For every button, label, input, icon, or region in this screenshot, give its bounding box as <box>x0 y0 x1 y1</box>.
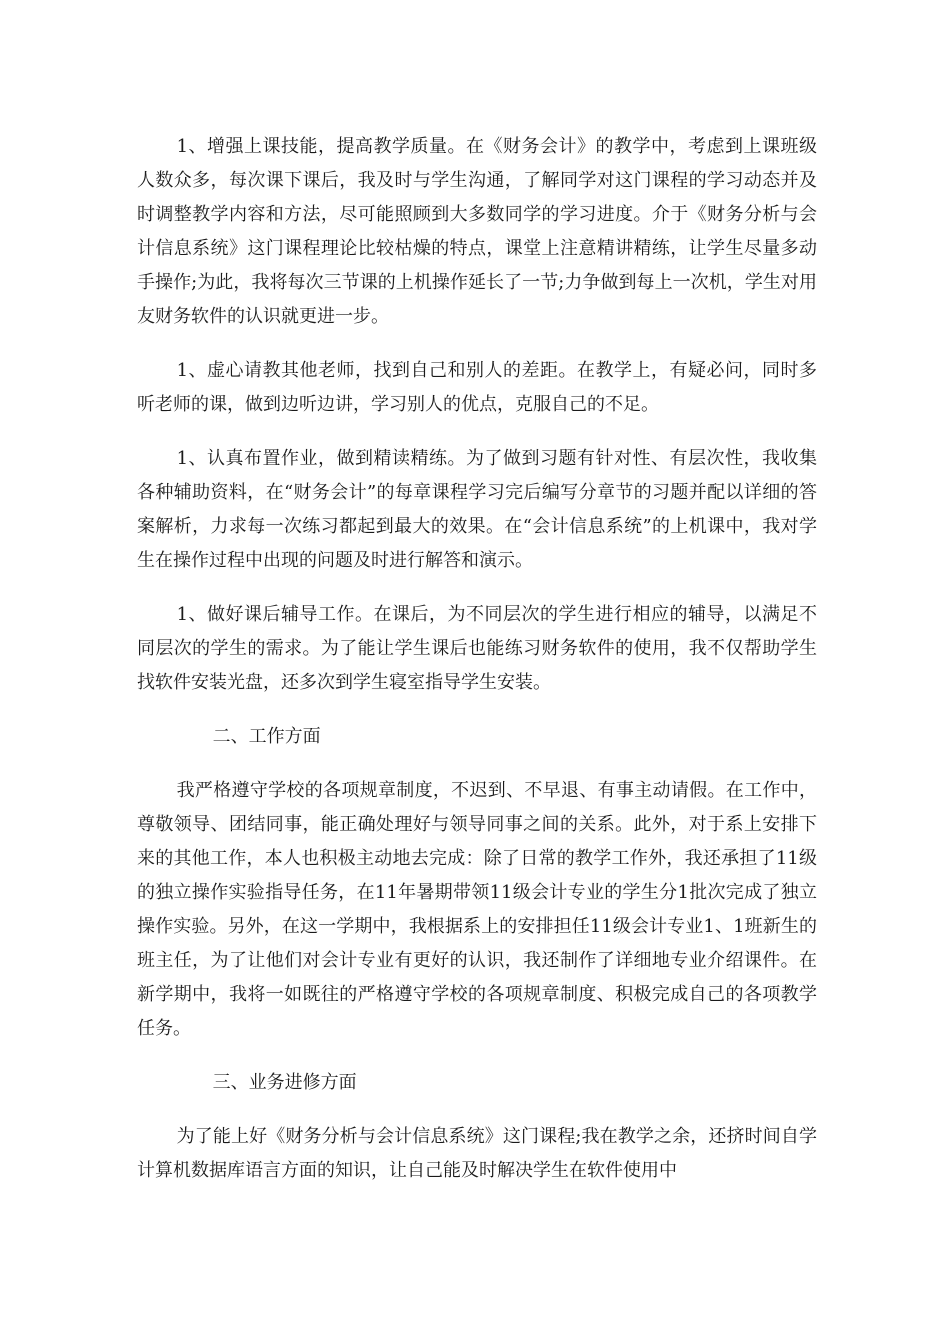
paragraph-professional-development: 为了能上好《财务分析与会计信息系统》这门课程;我在教学之余，还挤时间自学计算机数据库语言方面的知识，让自己能及时解决学生在软件使用中 <box>137 1126 817 1181</box>
paragraph-consult-teachers: 1、虚心请教其他老师，找到自己和别人的差距。在教学上，有疑必问，同时多听老师的课，做到边听边讲，学习别人的优点，克服自己的不足。 <box>137 360 817 415</box>
section-heading-professional-development: 三、业务进修方面 <box>212 1072 357 1093</box>
section-heading-work: 二、工作方面 <box>212 726 321 747</box>
paragraph-homework: 1、认真布置作业，做到精读精练。为了做到习题有针对性、有层次性，我收集各种辅助资料，在“财务会计”的每章课程学习完后编写分章节的习题并配以详细的答案解析，力求每一次练习都起到最大的效果。在“会计信息系统”的上机课中，我对学生在操作过程中出现的问题及时进行解答和演示。 <box>137 448 817 571</box>
paragraph-work: 我严格遵守学校的各项规章制度，不迟到、不早退、有事主动请假。在工作中，尊敬领导、团结同事，能正确处理好与领导同事之间的关系。此外，对于系上安排下来的其他工作，本人也积极主动地去完成：除了日常的教学工作外，我还承担了11级的独立操作实验指导任务，在11年暑期带领11级会计专业的学生分1批次完成了独立操作实验。另外，在这一学期中，我根据系上的安排担任11级会计专业1、1班新生的班主任，为了让他们对会计专业有更好的认识，我还制作了详细地专业介绍课件。在新学期中，我将一如既往的严格遵守学校的各项规章制度、积极完成自己的各项教学任务。 <box>137 780 817 1039</box>
document-body <box>137 130 817 1208</box>
paragraph-tutoring: 1、做好课后辅导工作。在课后，为不同层次的学生进行相应的辅导，以满足不同层次的学生的需求。为了能让学生课后也能练习财务软件的使用，我不仅帮助学生找软件安装光盘，还多次到学生寝室指导学生安装。 <box>137 604 817 693</box>
paragraph-teaching-skills: 1、增强上课技能，提高教学质量。在《财务会计》的教学中，考虑到上课班级人数众多，每次课下课后，我及时与学生沟通，了解同学对这门课程的学习动态并及时调整教学内容和方法，尽可能照顾到大多数同学的学习进度。介于《财务分析与会计信息系统》这门课程理论比较枯燥的特点，课堂上注意精讲精练，让学生尽量多动手操作;为此，我将每次三节课的上机操作延长了一节;力争做到每上一次机，学生对用友财务软件的认识就更进一步。 <box>137 136 817 327</box>
